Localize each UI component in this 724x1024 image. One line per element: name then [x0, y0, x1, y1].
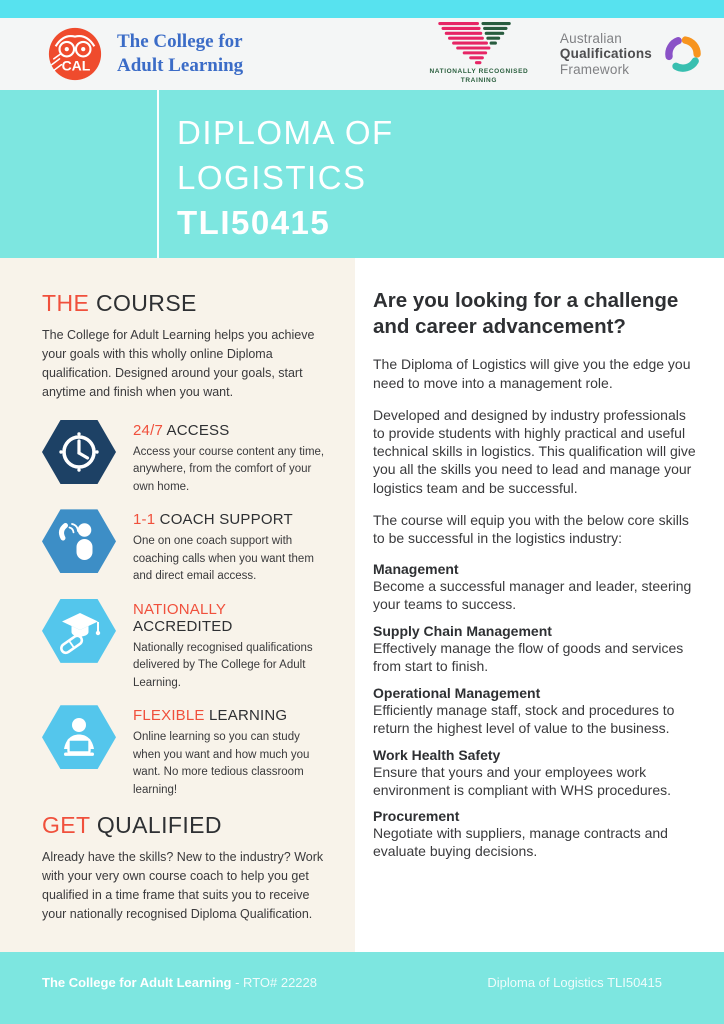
feature-text — [133, 705, 327, 799]
header — [0, 18, 724, 90]
feature-title — [133, 601, 327, 635]
skill-title: Supply Chain Management — [373, 622, 552, 639]
brand-name-line1: The College for — [117, 31, 243, 53]
aqf-logo — [560, 31, 706, 77]
skill-body: Effectively manage the flow of goods and services from start to finish. — [373, 639, 684, 674]
feature-text — [133, 509, 327, 585]
intro-paragraph-1: The Diploma of Logistics will give you the edge you need to move into a management role. — [373, 356, 691, 391]
footer-rto-number: - RTO# 22228 — [235, 975, 317, 990]
get-qualified-body: Already have the skills? New to the industry? Work with your very own course coach to help you get qualified in a time frame that suits you to receive your nationally recognised Diploma Qualification. — [42, 850, 324, 922]
feature-body: One on one coach support with coaching calls when you want them and direct email access. — [133, 535, 314, 583]
skill-title: Work Health Safety — [373, 746, 501, 763]
feature-title-rest: ACCREDITED — [133, 617, 233, 635]
nrt-caption-line2: TRAINING — [460, 77, 498, 84]
skill-title: Procurement — [373, 808, 460, 825]
header-logos — [424, 22, 710, 86]
brand-name — [117, 30, 243, 78]
skill-management — [373, 561, 698, 614]
top-accent-strip — [0, 0, 724, 18]
feature-hexagon — [42, 705, 116, 769]
feature-flexible-learning — [42, 705, 327, 799]
skill-operational-management — [373, 685, 698, 738]
feature-nationally-accredited — [42, 599, 327, 692]
feature-hexagon — [42, 599, 116, 663]
coach-support-icon — [55, 517, 103, 565]
nrt-caption — [430, 68, 529, 86]
laptop-learner-icon — [55, 713, 103, 761]
clock-icon — [55, 428, 103, 476]
right-column — [355, 258, 724, 952]
feature-title-accent: NATIONALLY — [133, 600, 226, 618]
skill-procurement — [373, 808, 698, 861]
feature-hexagon — [42, 509, 116, 573]
title-banner — [0, 90, 724, 258]
feature-text — [133, 420, 327, 496]
aqf-caption-line3: Framework — [559, 61, 630, 77]
aqf-caption — [560, 31, 652, 76]
footer-org-name: The College for Adult Learning — [42, 975, 232, 990]
get-qualified-section — [42, 812, 327, 924]
intro-paragraph-2: Developed and designed by industry professionals to provide students with highly practical and useful technical skills in logistics. This qualification will give you all the skills you need to lead and manage your logistics team and be successful. — [373, 406, 696, 496]
skill-body: Ensure that yours and your employees work environment is compliant with WHS procedures. — [373, 763, 672, 798]
skill-title: Management — [373, 561, 459, 578]
skill-supply-chain-management — [373, 623, 698, 676]
the-course-heading — [42, 290, 327, 317]
feature-title-accent: 24/7 — [133, 422, 163, 439]
cal-owl-logo-icon — [46, 25, 104, 83]
skill-body: Negotiate with suppliers, manage contracts and evaluate buying decisions. — [373, 825, 668, 860]
get-qualified-heading-accent: GET — [42, 812, 91, 839]
cal-logo-text: CAL — [61, 57, 91, 74]
feature-title-rest: LEARNING — [209, 707, 288, 725]
feature-body: Access your course content any time, anywhere, from the comfort of your own home. — [133, 446, 325, 493]
feature-title-rest: ACCESS — [166, 422, 230, 439]
feature-title — [133, 707, 327, 724]
graduation-cap-icon — [55, 607, 103, 655]
feature-title-rest: COACH SUPPORT — [159, 511, 293, 529]
banner-course-code: TLI50415 — [177, 204, 331, 241]
main-content — [0, 258, 724, 952]
feature-body: Nationally recognised qualifications delivered by The College for Adult Learning. — [133, 641, 313, 689]
feature-text — [133, 599, 327, 692]
footer-course-name: Diploma of Logistics TLI50415 — [487, 975, 662, 990]
aqf-caption-line2: Qualifications — [559, 46, 652, 62]
aqf-arcs-icon — [660, 31, 706, 77]
the-course-body: The College for Adult Learning helps you achieve your goals with this wholly online Diploma qualification. Designed around your goals, start anytime and finish when you want. — [42, 328, 315, 399]
footer-left — [42, 975, 317, 1024]
banner-divider-rule — [157, 90, 159, 258]
left-column — [0, 258, 355, 952]
aqf-caption-line1: Australian — [559, 31, 622, 47]
feature-coach-support — [42, 509, 327, 585]
the-course-heading-rest: COURSE — [96, 290, 197, 316]
skill-work-health-safety — [373, 747, 698, 800]
intro-paragraph-3: The course will equip you with the below core skills to be successful in the logistics industry: — [373, 511, 689, 546]
feature-hexagon — [42, 420, 116, 484]
banner-title-line2: LOGISTICS — [177, 159, 367, 196]
intro-heading: Are you looking for a challenge and career advancement? — [373, 289, 679, 339]
feature-247-access — [42, 420, 327, 496]
get-qualified-heading — [42, 812, 327, 839]
nrt-triangle-icon — [424, 22, 534, 66]
get-qualified-heading-rest: QUALIFIED — [96, 812, 222, 839]
footer — [0, 952, 724, 1024]
brand — [46, 25, 243, 83]
brand-name-line2: Adult Learning — [117, 55, 244, 76]
feature-title-accent: FLEXIBLE — [133, 707, 205, 725]
skill-body: Become a successful manager and leader, steering your teams to success. — [373, 578, 692, 613]
feature-body: Online learning so you can study when you want and how much you want. No more tedious classroom learning! — [133, 731, 310, 796]
the-course-heading-accent: THE — [42, 290, 90, 316]
feature-title — [133, 511, 327, 528]
nrt-logo — [424, 22, 534, 86]
skill-body: Efficiently manage staff, stock and procedures to return the highest level of value to the business. — [373, 701, 675, 736]
banner-title — [177, 110, 394, 245]
banner-title-line1: DIPLOMA OF — [177, 114, 394, 151]
feature-title-accent: 1-1 — [133, 511, 156, 529]
skill-title: Operational Management — [373, 684, 541, 701]
nrt-caption-line1: NATIONALLY RECOGNISED — [429, 68, 529, 76]
feature-title — [133, 422, 327, 439]
